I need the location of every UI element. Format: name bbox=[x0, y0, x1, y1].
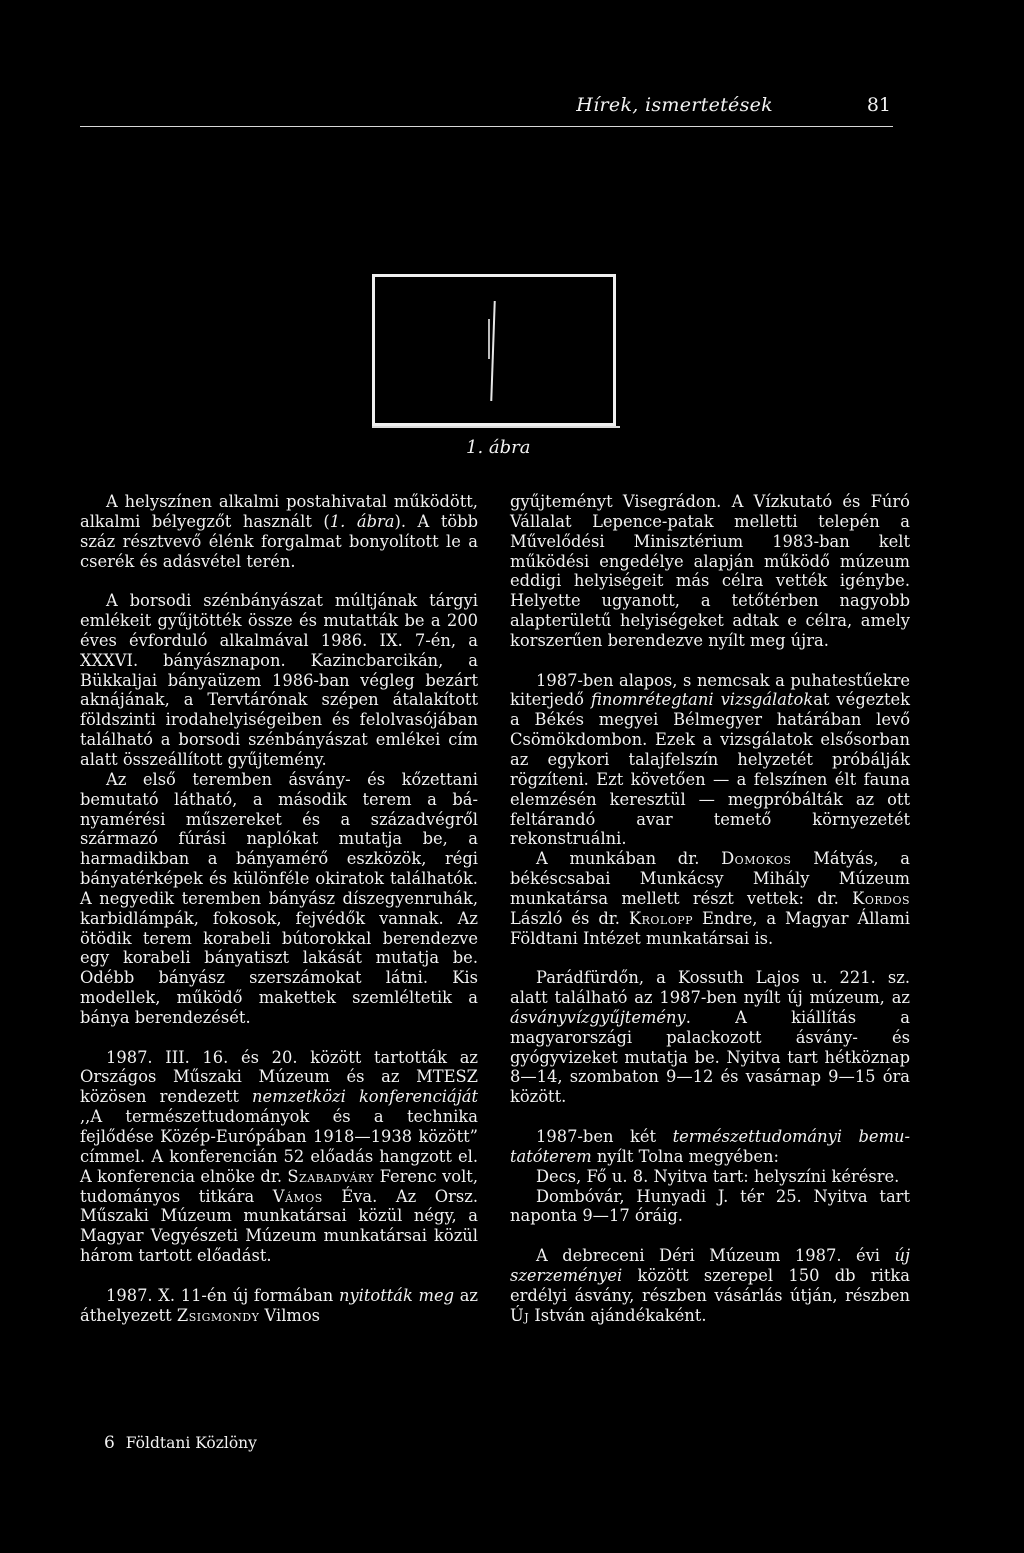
right-column bbox=[510, 492, 910, 1325]
header-rule bbox=[80, 126, 893, 127]
figure-caption: 1. ábra bbox=[466, 437, 531, 458]
sheet-number: 6 bbox=[104, 1433, 115, 1453]
left-column bbox=[80, 492, 478, 1325]
paragraph: 1987. X. 11-én új formában nyitották meg az áthelyezett Zsigmondy Vilmos bbox=[80, 1285, 478, 1325]
figure-postmark-stroke bbox=[485, 301, 501, 403]
paragraph: 1987. III. 16. és 20. között tartották az Országos Műszaki Múzeum és az MTESZ közösen rendezett nemzetközi konferenciáját ,,A természettudományok és a technika fejlődése Közép-Európában 1918—1938 között” címmel. A konferencián 52 előadás hangzott el. A konferencia elnöke dr. Szabadváry Ferenc volt, tudományos titkára Vámos Éva. Az Orsz. Műszaki Múzeum munkatársai közül négy, a Magyar Vegyészeti Múzeum munkatársai közül három tartott előadást. bbox=[80, 1047, 479, 1266]
paragraph: A munkában dr. Domokos Mátyás, a békéscsabai Munkácsy Mihály Múzeum munkatársa mellett részt vettek: dr. Kordos László és dr. Krolopp Endre, a Magyar Állami Földtani Intézet munkatársai is. bbox=[510, 849, 910, 948]
figure-1-image bbox=[372, 274, 616, 426]
paragraph: 1987-ben két természettudományi bemutatóterem nyílt Tolna megyében: bbox=[510, 1127, 911, 1166]
paragraph: Parádfürdőn, a Kossuth Lajos u. 221. sz. alatt található az 1987-ben nyílt új múzeum, az ásványvízgyűjtemény. A kiállítás a magyarországi palackozott ásvány- és gyógyvizeket mutatja be. Nyitva tart hétköznap 8—14, szombaton 9—12 és vasárnap 9—15 óra között. bbox=[510, 968, 910, 1107]
figure-bottom-edge bbox=[372, 426, 620, 428]
section-title: Hírek, ismertetések bbox=[576, 94, 773, 116]
paragraph: gyűjteményt Visegrádon. A Vízkutató és Fúró Vállalat Lepence-patak melletti telepén a Művelődési Minisztérium 1983-ban kelt működési engedélye alapján működő múzeum eddigi helyiségeit más célra vették igénybe. Helyette ugyanott, a tetőtérben nagyobb alapterületű helyiségeket adtak e célra, amely korszerűen berendezve nyílt meg újra. bbox=[510, 492, 910, 650]
paragraph: 1987-ben alapos, s nemcsak a puhatestűekre kiterjedő finomrétegtani vizsgálatokat végeztek a Békés megyei Bélmegyer határában levő Csömökdombon. Ezek a vizsgálatok elsősorban az egykori talajfelszín helyzetét próbálják rögzíteni. Ezt követően — a felszínen élt fauna elemzésén keresztül — megpróbálták az ott feltárandó avar temető környezetét rekonstruálni. bbox=[510, 670, 910, 849]
paragraph: A helyszínen alkalmi postahivatal működött, alkalmi bélyegzőt használt (1. ábra). A több száz résztvevő élénk forgalmat bonyolított le a cserék és adásvétel terén. bbox=[80, 492, 479, 571]
paragraph: Decs, Fő u. 8. Nyitva tart: helyszíni kérésre. bbox=[536, 1166, 900, 1186]
journal-name: Földtani Közlöny bbox=[125, 1434, 257, 1452]
paragraph: Dombóvár, Hunyadi J. tér 25. Nyitva tart naponta 9—17 óráig. bbox=[510, 1186, 910, 1226]
paragraph: A borsodi szénbányászat múltjának tárgyi emlékeit gyűjtötték össze és mutatták be a 200 éves évforduló alkalmával 1986. IX. 7-én, a XXXVI. bányásznapon. Kazincbarcikán, a Bükkaljai bányaüzem 1986-ban végleg bezárt aknájának, a Tervtárónak szépen átalakított földszinti irodahelyiségeiben és felolvasójában található a borsodi szénbányászat emlékei cím alatt összeállított gyűjtemény. bbox=[80, 591, 478, 769]
paragraph: A debreceni Déri Múzeum 1987. évi új szerzeményei között szerepel 150 db ritka erdélyi ásvány, részben vásárlás útján, részben Új István ajándékaként. bbox=[510, 1246, 910, 1325]
footer bbox=[104, 1433, 257, 1453]
running-header bbox=[80, 94, 893, 124]
paragraph: Az első teremben ásvány- és kőzettani bemutató látható, a második terem a bányamérési műszereket és a századvégről származó fúrási naplókat mutatja be, a harmadikban a bányamérő eszközök, régi bányatérképek és különféle okiratok találhatók. A negyedik teremben bányász díszegyenruhák, karbidlámpák, fokosok, fejvédők vannak. Az ötödik terem korabeli bútorokkal berendezve egy korabeli bányatiszt lakását mutatja be. Odébb bányász szerszámokat látni. Kis modellek, működő makettek szemléltetik a bánya berendezését. bbox=[80, 769, 478, 1027]
page-number: 81 bbox=[866, 94, 891, 116]
